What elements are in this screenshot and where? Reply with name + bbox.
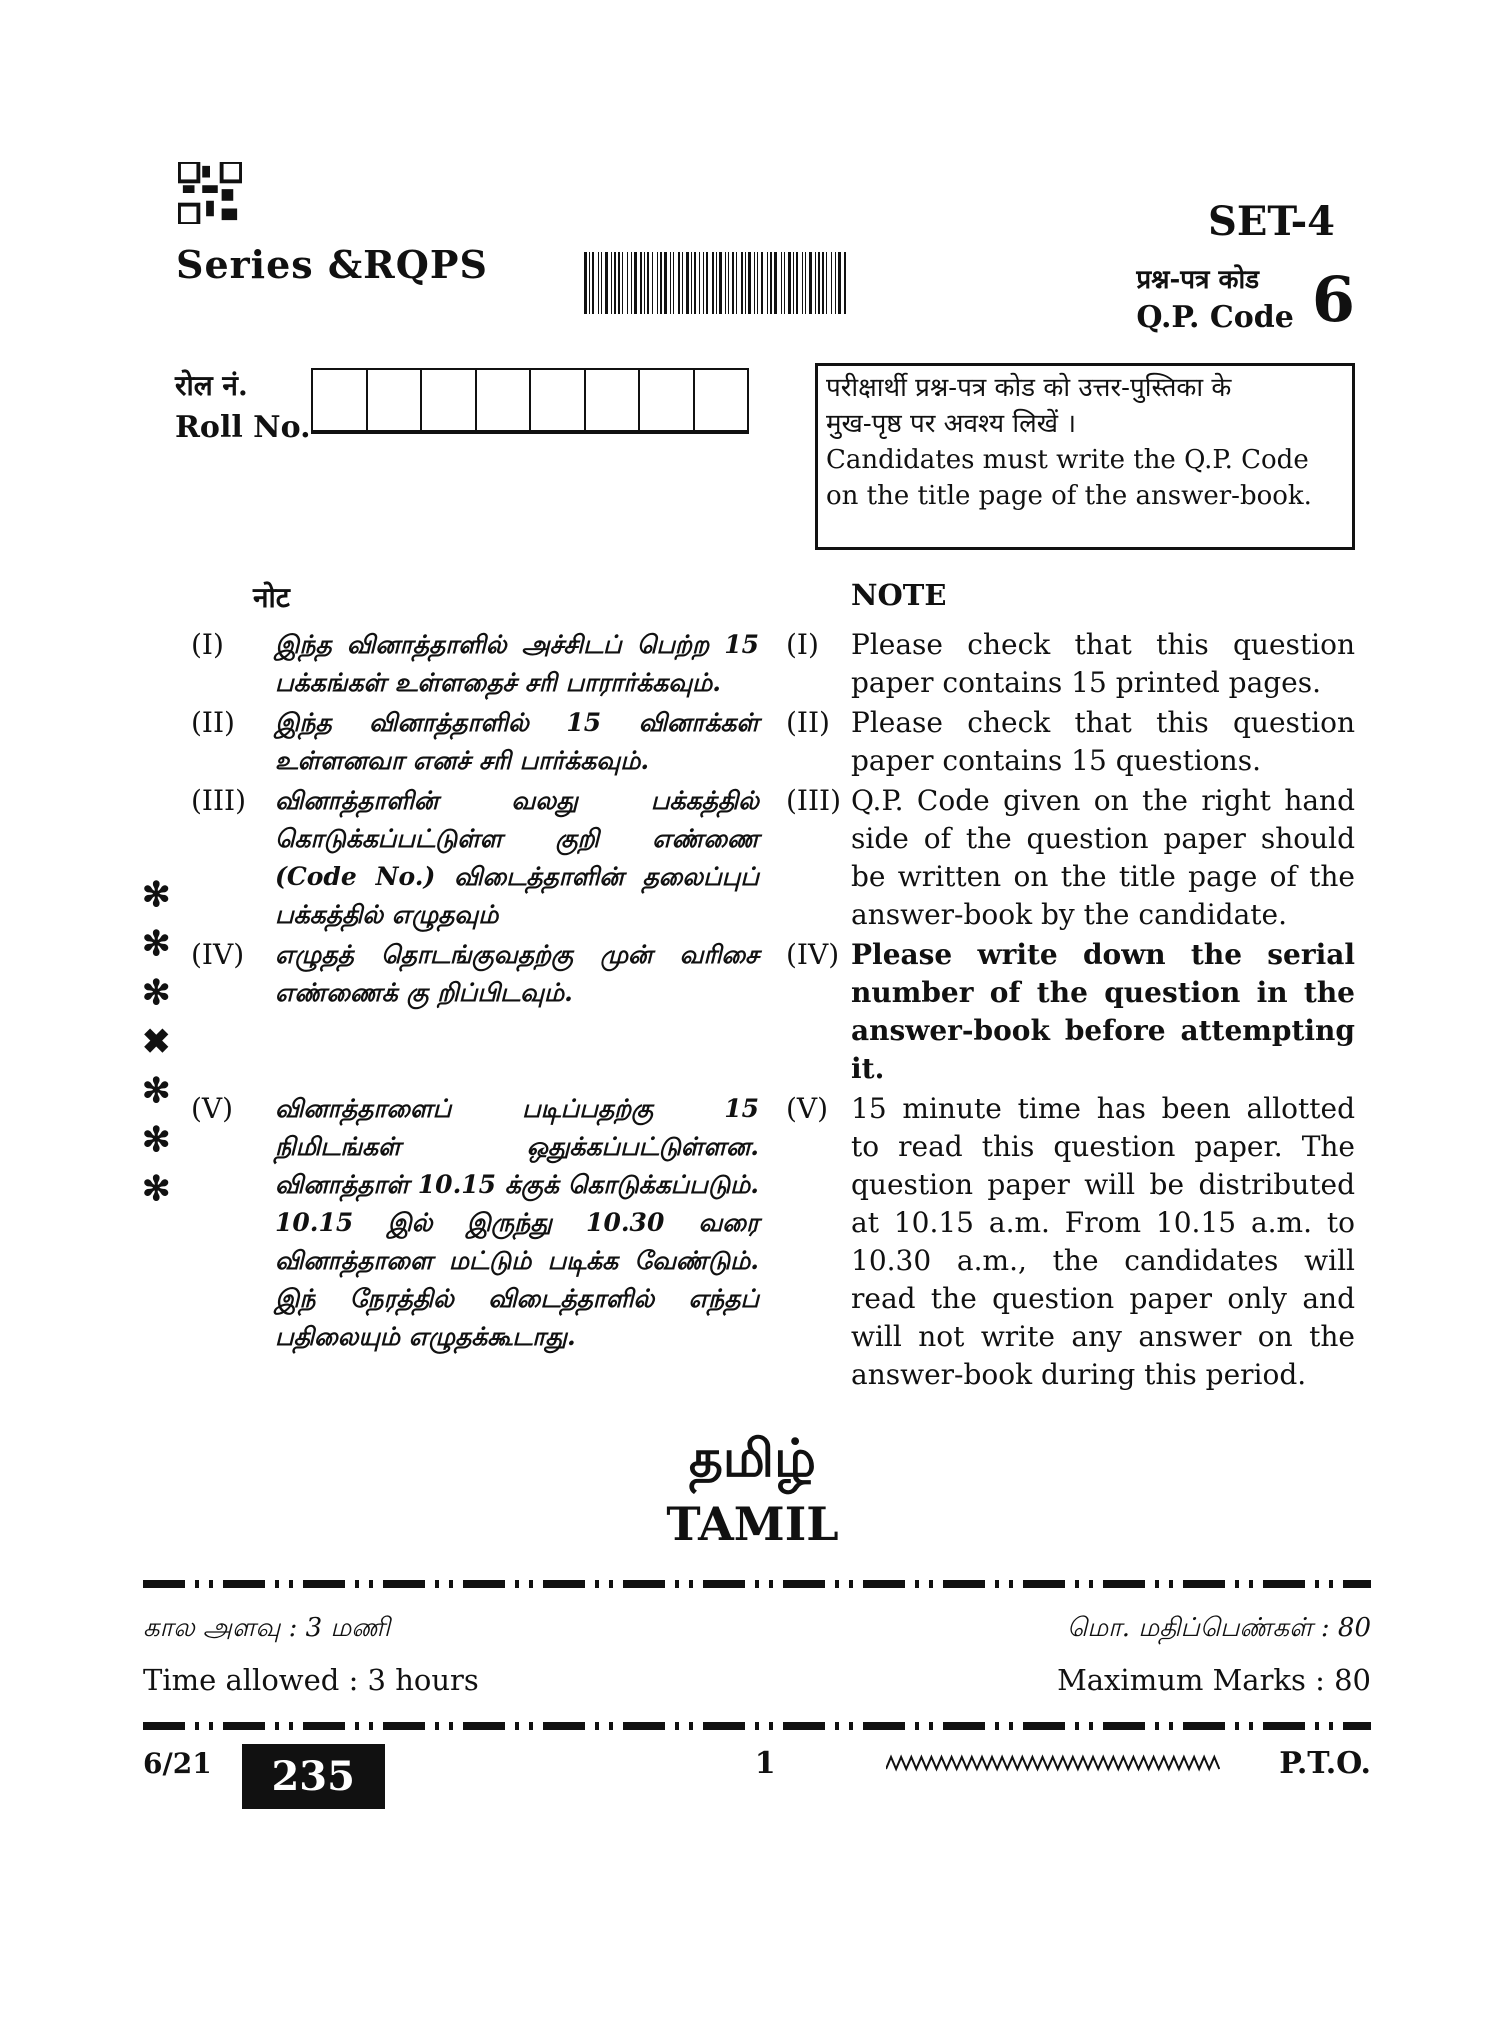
dashed-divider [143, 1722, 1371, 1730]
tamil-note-number: (III) [191, 784, 247, 817]
english-note-text: Please write down the serial number of the question in the answer-book before attempting it. [851, 938, 1355, 1085]
notes-list [191, 626, 1505, 1394]
asterisk-icon: ✻ [142, 1071, 171, 1111]
barcode-bar [728, 252, 729, 314]
roll-digit-box[interactable] [422, 370, 477, 430]
time-allowed-tamil: கால அளவு : 3 மணி [143, 1613, 390, 1643]
barcode-bar [815, 252, 816, 314]
barcode-bar [838, 252, 841, 314]
time-allowed: Time allowed : 3 hours [143, 1663, 479, 1697]
page-number: 1 [754, 1746, 776, 1781]
english-note-text: Please check that this question paper contains 15 questions. [851, 706, 1355, 777]
roll-digit-box[interactable] [586, 370, 641, 430]
barcode-bar [809, 252, 812, 314]
paper-code: 6/21 [143, 1747, 212, 1780]
barcode-bar [784, 252, 785, 314]
cross-icon: ✖ [142, 1022, 171, 1062]
barcode-bar [592, 252, 594, 314]
barcode-bar [686, 252, 689, 314]
exam-info-tamil [143, 1610, 1371, 1646]
barcode-bar [818, 252, 820, 314]
barcode-bar [835, 252, 836, 314]
barcode-bar [706, 252, 708, 314]
roll-digit-box[interactable] [640, 370, 695, 430]
barcode-bar [767, 252, 768, 314]
barcode-bar [614, 252, 616, 314]
barcode-bar [652, 252, 653, 314]
tamil-note-text: இந்த வினாத்தாளில் அச்சிடப் பெற்ற 15 பக்கங்கள் உள்ளதைச் சரி பாரார்க்கவும். [275, 630, 759, 697]
tamil-note-number: (I) [191, 628, 224, 661]
tamil-note-text: வினாத்தாளின் வலது பக்கத்தில் கொடுக்கப்பட்டுள்ள குறி எண்ணை (Code No.) விடைத்தாளின் தலைப்புப் பக்கத்தில் எழுதவும் [275, 786, 759, 929]
barcode-bar [732, 252, 734, 314]
qp-code-label: Q.P. Code [1136, 300, 1294, 335]
asterisk-icon: ✻ [142, 1169, 171, 1209]
english-note-number: (I) [786, 628, 819, 661]
qp-code-instruction-box [815, 363, 1355, 550]
note-heading-hindi: नोट [253, 581, 290, 614]
qp-code-labels [1136, 262, 1294, 338]
barcode-bar [757, 252, 758, 314]
barcode-bar [781, 252, 782, 314]
main-content [0, 578, 1505, 1809]
barcode-bar [601, 252, 602, 314]
barcode-bar [716, 252, 717, 314]
english-note-number: (III) [786, 784, 842, 817]
subject-title-tamil: தமிழ் [689, 1428, 816, 1489]
barcode-bar [736, 252, 737, 314]
barcode-bar [796, 252, 798, 314]
barcode-bar [826, 252, 827, 314]
roll-label: Roll No. [175, 410, 311, 445]
roll-label-hindi: रोल नं. [175, 369, 248, 402]
page-footer [143, 1744, 1371, 1809]
barcode-bar [584, 252, 587, 314]
tamil-note-number: (V) [191, 1092, 234, 1125]
english-note-number: (II) [786, 706, 830, 739]
qr-code-icon [178, 162, 242, 224]
barcode-bar [719, 252, 722, 314]
max-marks-tamil: மொ. மதிப்பெண்கள் : 80 [1067, 1613, 1371, 1643]
barcode-bar [774, 252, 777, 314]
english-note-text: Q.P. Code given on the right hand side of the question paper should be written on the title page of the answer-book by the candidate. [851, 784, 1355, 931]
barcode-bar [699, 252, 700, 314]
barcode-bar [605, 252, 608, 314]
barcode-bar [682, 252, 683, 314]
asterisk-icon: ✻ [142, 924, 171, 964]
barcode-bar [657, 252, 658, 314]
barcode-bar [802, 252, 803, 314]
set-number: SET-4 [1208, 198, 1335, 245]
tamil-note-text: எழுதத் தொடங்குவதற்கு முன் வரிசை எண்ணைக் கு றிப்பிடவும். [275, 940, 759, 1007]
wavy-line-icon [886, 1754, 1220, 1772]
barcode-bar [694, 252, 696, 314]
tamil-note-text: வினாத்தாளைப் படிப்பதற்கு 15 நிமிடங்கள் ஒதுக்கப்பட்டுள்ளன. வினாத்தாள் 10.15 க்குக் கொடுக்கப்படும். 10.15 இல் இருந்து 10.30 வரை வினாத்தாளை மட்டும் படிக்க வேண்டும். இந் நேரத்தில் விடைத்தாளில் எந்தப் பதிலையும் எழுதக்கூடாது. [275, 1094, 759, 1351]
subject-title: TAMIL [666, 1497, 839, 1551]
barcode-bar [598, 252, 599, 314]
barcode-bar [627, 252, 628, 314]
barcode-bar [725, 252, 726, 314]
paper-number-box: 235 [242, 1744, 385, 1809]
roll-digit-box[interactable] [313, 370, 368, 430]
barcode-icon [584, 252, 850, 314]
roll-number-boxes[interactable] [311, 368, 749, 434]
max-marks: Maximum Marks : 80 [1057, 1663, 1371, 1697]
barcode-bar [647, 252, 649, 314]
barcode-bar [805, 252, 806, 314]
english-note-text: 15 minute time has been allotted to read this question paper. The question paper will be distributed at 10.15 a.m. From 10.15 a.m. to 10.30 a.m., the candidates will read the question paper only and will not write any answer on the answer-book during this period. [851, 1092, 1355, 1391]
barcode-bar [741, 252, 743, 314]
asterisk-icon: ✻ [142, 1120, 171, 1160]
english-note-number: (V) [786, 1092, 829, 1125]
instruction-english: Candidates must write the Q.P. Code on the title page of the answer-book. [826, 445, 1312, 511]
tamil-note-number: (IV) [191, 938, 245, 971]
barcode-bar [631, 252, 632, 314]
asterisk-icon: ✻ [142, 973, 171, 1013]
barcode-bar [761, 252, 763, 314]
barcode-bar [770, 252, 772, 314]
note-heading: NOTE [851, 578, 947, 612]
barcode-bar [691, 252, 692, 314]
barcode-bar [664, 252, 667, 314]
note-headings [0, 578, 1505, 626]
barcode-bar [678, 252, 680, 314]
series-code: Series &RQPS [176, 242, 488, 287]
tamil-note-text: இந்த வினாத்தாளில் 15 வினாக்கள் உள்ளனவா எனச் சரி பார்க்கவும். [275, 708, 759, 775]
barcode-bar [712, 252, 714, 314]
barcode-bar [622, 252, 623, 314]
barcode-bar [793, 252, 794, 314]
roll-digit-box[interactable] [368, 370, 423, 430]
barcode-bar [831, 252, 832, 314]
asterisk-icon: ✻ [142, 875, 171, 915]
barcode-bar [670, 252, 671, 314]
barcode-bar [754, 252, 755, 314]
roll-digit-box[interactable] [477, 370, 532, 430]
english-note-number: (IV) [786, 938, 840, 971]
instruction-hindi-line1: परीक्षार्थी प्रश्न-पत्र कोड को उत्तर-पुस्तिका के [826, 373, 1232, 403]
barcode-bar [611, 252, 612, 314]
barcode-bar [660, 252, 662, 314]
barcode-bar [673, 252, 674, 314]
barcode-bar [618, 252, 620, 314]
roll-digit-box[interactable] [695, 370, 748, 430]
barcode-bar [634, 252, 637, 314]
barcode-bar [822, 252, 824, 314]
qp-code-group [1136, 262, 1355, 338]
english-note-text: Please check that this question paper contains 15 printed pages. [851, 628, 1355, 699]
subject-block [0, 1424, 1505, 1554]
tamil-note-number: (II) [191, 706, 235, 739]
dashed-divider [143, 1580, 1371, 1588]
barcode-bar [644, 252, 645, 314]
exam-info [143, 1660, 1371, 1700]
barcode-bar [748, 252, 751, 314]
barcode-bar [640, 252, 642, 314]
barcode-bar [844, 252, 846, 314]
barcode-bar [703, 252, 704, 314]
barcode-bar [589, 252, 590, 314]
instruction-hindi-line2: मुख-पृष्ठ पर अवश्य लिखें । [826, 409, 1077, 439]
barcode-bar [745, 252, 746, 314]
qp-code-value: 6 [1311, 263, 1355, 336]
barcode-bar [788, 252, 791, 314]
please-turn-over: P.T.O. [1279, 1746, 1371, 1781]
qp-code-label-hindi: प्रश्न-पत्र कोड [1136, 265, 1260, 295]
roll-digit-box[interactable] [531, 370, 586, 430]
